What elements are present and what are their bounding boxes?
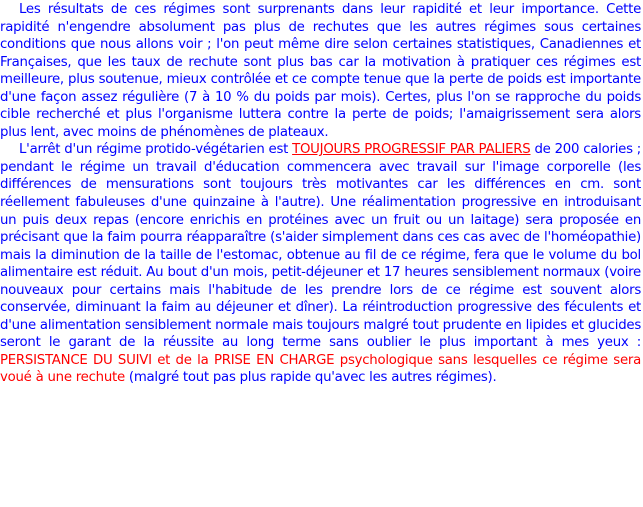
paragraph-stopping-diet — [0, 141, 641, 387]
emphasis-relapse-warning: psychologique sans lesquelles ce régime sera voué à une rechute — [0, 352, 641, 386]
document-body — [0, 1, 641, 387]
paragraph-middle-text: de 200 calories ; pendant le régime un travail d'éducation commencera avec travail sur l'image corporelle (les différences de mensurations sont toujours très motivantes car les différences en cm. sont réellement fabuleuses d'une quinzaine à l'autre). Une réalimentation progressive en introduisant un puis deux repas (encore enrichis en protéines avec un fruit ou un laitage) sera proposée en précisant que la faim pourra réapparaître (s'aider simplement dans ces cas avec de l'homéopathie) mais la diminution de la taille de l'estomac, obtenue au fil de ce régime, fera que le volume du bol alimentaire est réduit. Au bout d'un mois, petit-déjeuner et 17 heures sensiblement normaux (voire nouveaux pour certains mais l'habitude de les prendre lors de ce régime est souvent alors conservée, diminuant la faim au déjeuner et dîner). La réintroduction progressive des féculents et d'une alimentation sensiblement normale mais toujours malgré tout prudente en lipides et glucides seront le garant de la réussite au long terme sans oublier le plus important à mes yeux : — [0, 142, 641, 351]
paragraph-closing-text: (malgré tout pas plus rapide qu'avec les autres régimes). — [124, 370, 497, 386]
paragraph-intro-text: L'arrêt d'un régime protido-végétarien est — [19, 142, 293, 158]
progressive-steps-link[interactable]: TOUJOURS PROGRESSIF PAR PALIERS — [292, 142, 531, 158]
emphasis-persistence-followup: PERSISTANCE DU SUIVI — [0, 352, 152, 368]
paragraph-results: Les résultats de ces régimes sont surprenants dans leur rapidité et leur importance. Cette rapidité n'engendre absolument pas plus de rechutes que les autres régimes sous certaines conditions que nous allons voir ; l'on peut même dire selon certaines statistiques, Canadiennes et Françaises, que les taux de rechute sont plus bas car la motivation à pratiquer ces régimes est meilleure, plus soutenue, mieux contrôlée et ce compte tenue que la perte de poids est importante d'une façon assez régulière (7 à 10 % du poids par mois). Certes, plus l'on se rapproche du poids cible recherché et plus l'organisme luttera contre la perte de poids; l'amaigrissement sera alors plus lent, avec moins de phénomènes de plateaux. — [0, 2, 641, 140]
emphasis-joiner: et de la — [151, 352, 214, 368]
emphasis-care: PRISE EN CHARGE — [213, 352, 335, 368]
